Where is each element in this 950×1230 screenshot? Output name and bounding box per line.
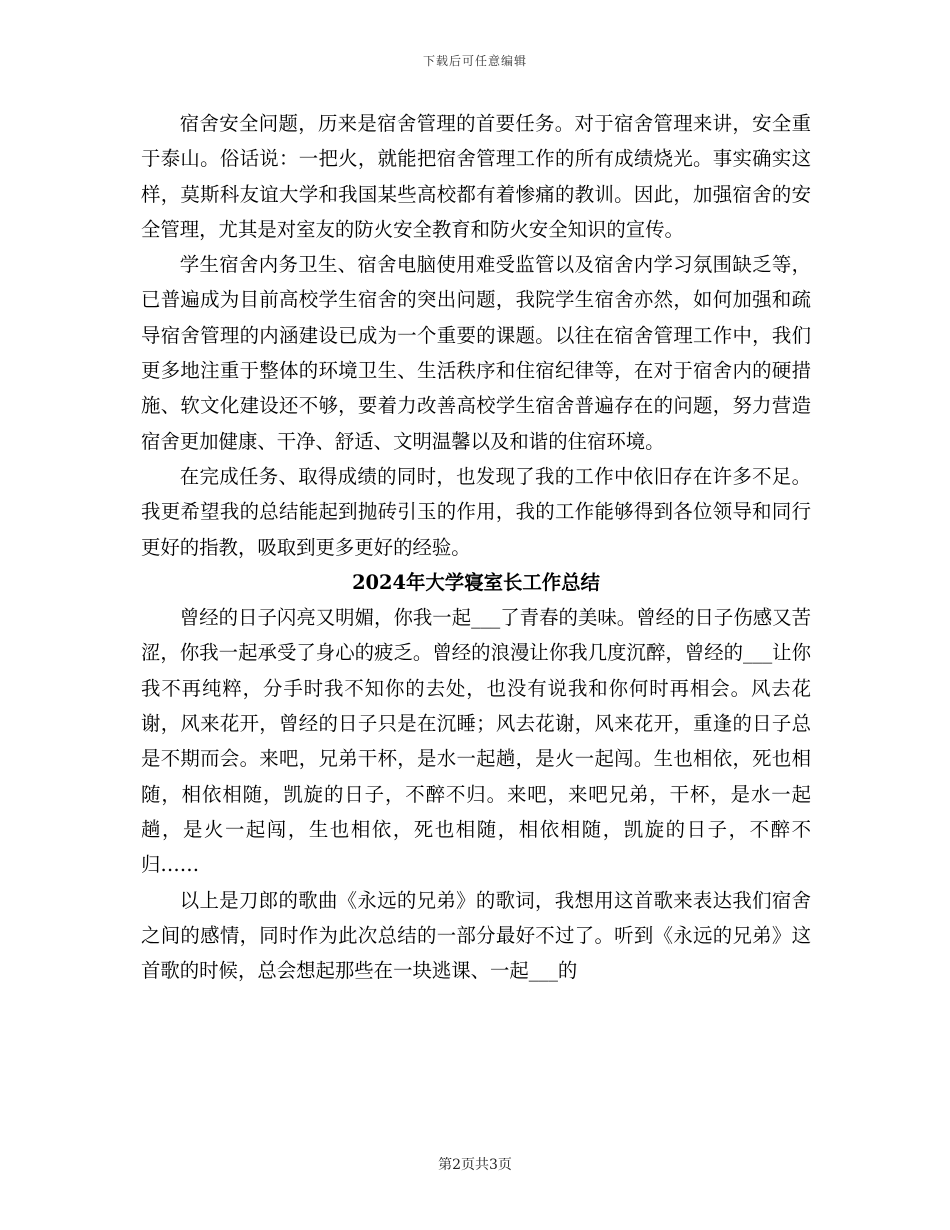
paragraph-song-lyrics: 曾经的日子闪亮又明媚，你我一起___了青春的美味。曾经的日子伤感又苦涩，你我一起承受了身心的疲乏。曾经的浪漫让你我几度沉醉，曾经的___让你我不再纯粹，分手时我不知你的去处，也没有说我和你何时再相会。风去花谢，风来花开，曾经的日子只是在沉睡；风去花谢，风来花开，重逢的日子总是不期而会。来吧，兄弟干杯，是水一起趟，是火一起闯。生也相依，死也相随，相依相随，凯旋的日子，不醉不归。来吧，来吧兄弟，干杯，是水一起趟，是火一起闯，生也相依，死也相随，相依相随，凯旋的日子，不醉不归…… [141, 606, 811, 877]
paragraph-dorm-safety: 宿舍安全问题，历来是宿舍管理的首要任务。对于宿舍管理来讲，安全重于泰山。俗话说：一把火，就能把宿舍管理工作的所有成绩烧光。事实确实这样，莫斯科友谊大学和我国某些高校都有着惨痛的教训。因此，加强宿舍的安全管理，尤其是对室友的防火安全教育和防火安全知识的宣传。 [141, 112, 811, 241]
page-footer: 第2页共3页 [438, 1157, 512, 1173]
page-header: 下载后可任意编辑 [422, 54, 527, 68]
paragraph-song-reflection: 以上是刀郎的歌曲《永远的兄弟》的歌词，我想用这首歌来表达我们宿舍之间的感情，同时作为此次总结的一部分最好不过了。听到《永远的兄弟》这首歌的时候，总会想起那些在一块逃课、一起___的 [141, 888, 811, 983]
section-title: 2024年大学寝室长工作总结 [352, 570, 600, 594]
paragraph-dorm-problems: 学生宿舍内务卫生、宿舍电脑使用难受监管以及宿舍内学习氛围缺乏等，已普遍成为目前高校学生宿舍的突出问题，我院学生宿舍亦然，如何加强和疏导宿舍管理的内涵建设已成为一个重要的课题。以往在宿舍管理工作中，我们更多地注重于整体的环境卫生、生活秩序和住宿纪律等，在对于宿舍内的硬措施、软文化建设还不够，要着力改善高校学生宿舍普遍存在的问题，努力营造宿舍更加健康、干净、舒适、文明温馨以及和谐的住宿环境。 [141, 253, 811, 453]
paragraph-shortcomings: 在完成任务、取得成绩的同时，也发现了我的工作中依旧存在许多不足。我更希望我的总结能起到抛砖引玉的作用，我的工作能够得到各位领导和同行更好的指教，吸取到更多更好的经验。 [141, 464, 811, 559]
document-body [141, 106, 811, 988]
